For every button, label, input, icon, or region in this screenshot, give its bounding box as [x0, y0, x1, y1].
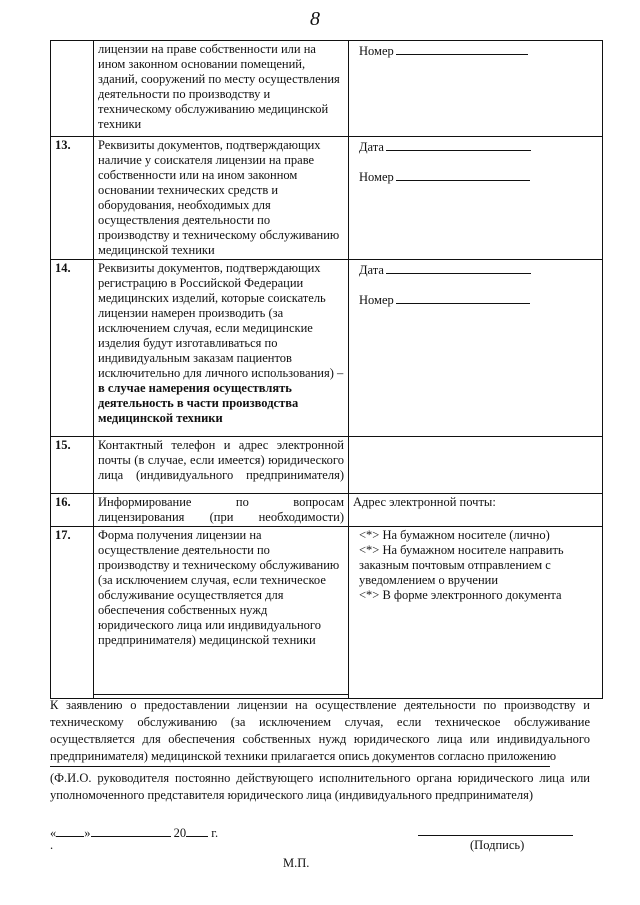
contact-value[interactable]: [349, 437, 603, 494]
row-description-text: Форма получения лицензии на осуществление деятельности по производству и техническому обслуживанию (за исключением случая, если техническое обслуживание осуществляется для обеспечения собственных нужд юридического лица или индивидуального предпринимателя) медицинской техники: [98, 528, 340, 647]
row-number: 16.: [51, 494, 94, 527]
row-number: [51, 41, 94, 137]
application-form-table: [50, 40, 603, 699]
quote-open: «: [50, 826, 57, 840]
fio-line[interactable]: [50, 766, 550, 767]
row-number: 14.: [51, 260, 94, 437]
dot-mark: .: [50, 838, 54, 852]
attachment-paragraph: К заявлению о предоставлении лицензии на осуществление деятельности по производству и техническому обслуживанию (за исключением случая, если техническое обслуживание осуществляется для обеспечения собственных нужд юридического лица или индивидуального предпринимателя) медицинской техники прилагается опись документов согласно приложению: [50, 698, 590, 763]
option-paper-by-mail[interactable]: <*> На бумажном носителе направить заказным почтовым отправлением с уведомлением о вручении: [359, 543, 564, 587]
date-line[interactable]: [50, 824, 218, 841]
number-field[interactable]: [359, 168, 598, 185]
year-blank[interactable]: [186, 824, 208, 837]
field-label: Номер: [359, 170, 394, 184]
date-field[interactable]: [359, 261, 598, 278]
page-number: 8: [310, 8, 320, 30]
date-field[interactable]: [359, 138, 598, 155]
option-paper-in-person[interactable]: <*> На бумажном носителе (лично): [359, 528, 550, 542]
stamp-label: М.П.: [283, 856, 310, 870]
row-description: Информирование по вопросам лицензирования (при необходимости): [94, 494, 349, 527]
signature-line[interactable]: [418, 835, 573, 836]
row-description-bold: в случае намерения осуществлять деятельность в части производства медицинской техники: [98, 381, 299, 425]
divider: [94, 694, 348, 695]
table-row: [51, 437, 603, 494]
row-number: 15.: [51, 437, 94, 494]
number-field[interactable]: [359, 291, 598, 308]
month-blank[interactable]: [91, 824, 171, 837]
row-description: Контактный телефон и адрес электронной почты (в случае, если имеется) юридического лица (индивидуального предпринимателя): [94, 437, 349, 494]
year-prefix: 20: [173, 826, 187, 840]
table-row: [51, 260, 603, 437]
row-value: [349, 137, 603, 260]
fio-caption: (Ф.И.О. руководителя постоянно действующего исполнительного органа юридического лица или уполномоченного представителя юридического лица (индивидуального предпринимателя): [50, 771, 590, 802]
row-description-text: Реквизиты документов, подтверждающих регистрацию в Российской Федерации медицинских изделий, которые соискатель лицензии намерен производить (за исключением случая, если медицинские изделия будут изготавливаться по индивидуальным заказам пациентов исключительно для личного использования) –: [98, 261, 344, 380]
field-label: Дата: [359, 263, 384, 277]
row-description: [94, 527, 349, 699]
table-row: [51, 41, 603, 137]
field-label: Дата: [359, 140, 384, 154]
field-label: Номер: [359, 293, 394, 307]
row-description: [94, 260, 349, 437]
row-description: Реквизиты документов, подтверждающих наличие у соискателя лицензии на праве собственности или на ином законном основании технических средств и оборудования, необходимых для осуществления деятельности по производству и техническому обслуживанию медицинской техники: [94, 137, 349, 260]
field-label: Номер: [359, 44, 394, 58]
row-number: 17.: [51, 527, 94, 699]
signature-label: (Подпись): [470, 838, 525, 852]
year-suffix: г.: [211, 826, 219, 840]
row-number: 13.: [51, 137, 94, 260]
number-field[interactable]: [359, 42, 598, 59]
row-value: [349, 41, 603, 137]
email-field-label[interactable]: Адрес электронной почты:: [349, 494, 603, 527]
table-row: [51, 494, 603, 527]
row-description: лицензии на праве собственности или на ином законном основании помещений, зданий, сооружений по месту осуществления деятельности по производству и техническому обслуживанию медицинской техники: [94, 41, 349, 137]
option-electronic[interactable]: <*> В форме электронного документа: [359, 588, 562, 602]
row-value: [349, 527, 603, 699]
table-row: [51, 527, 603, 699]
day-blank[interactable]: [56, 824, 84, 837]
quote-close: »: [84, 826, 91, 840]
row-value: [349, 260, 603, 437]
table-row: [51, 137, 603, 260]
